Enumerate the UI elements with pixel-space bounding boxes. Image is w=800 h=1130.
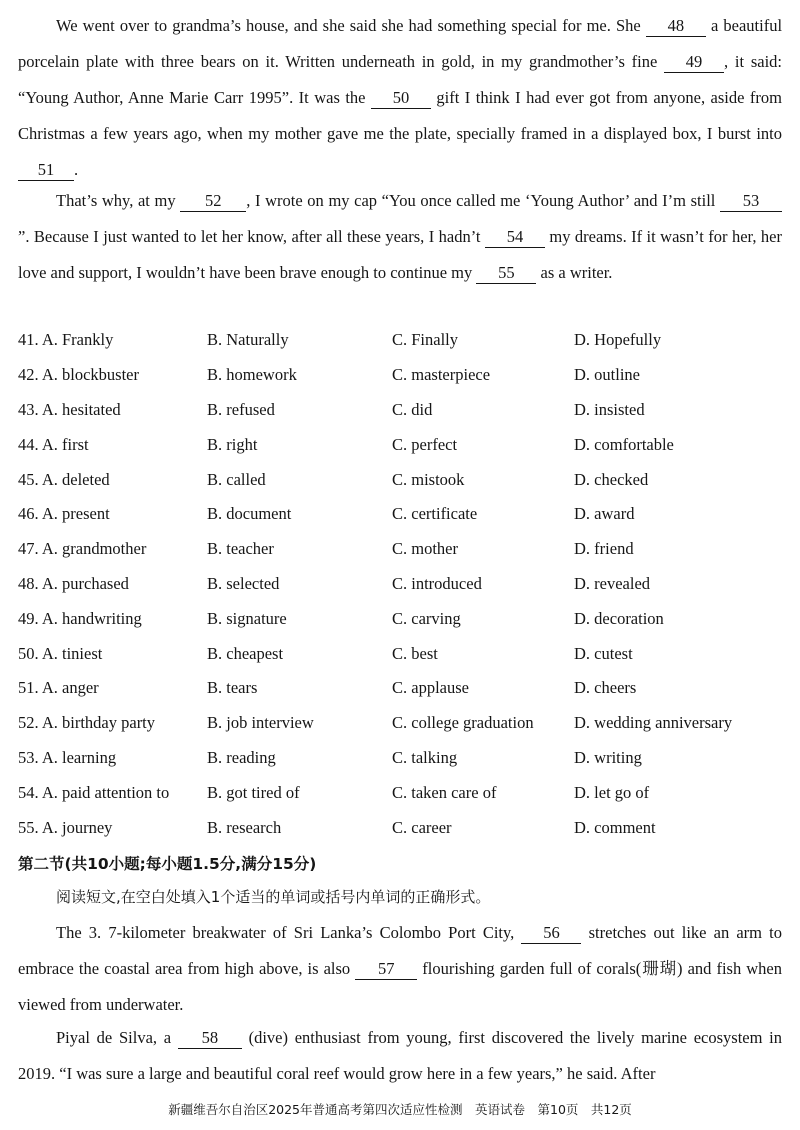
passage2-paragraph-1: [18, 915, 782, 1023]
blank-48: 48: [646, 16, 706, 37]
text-run: gift I think I had ever got from anyone, aside from Christmas a few years ago, when my mother gave me the plate, specially framed in a displayed box, I burst into: [18, 88, 782, 143]
option-c: C. college graduation: [392, 713, 534, 733]
text-run: (dive) enthusiast from young, first discovered the lively marine ecosystem in 2019. “I was sure a large and beautiful coral reef would grow here in a few years,” he said. After: [18, 1028, 783, 1083]
option-c: C. certificate: [392, 504, 478, 524]
option-b: B. reading: [207, 747, 276, 767]
option-b: B. Naturally: [207, 330, 289, 350]
passage2-paragraph-2: [18, 1020, 782, 1092]
option-a: 43. A. hesitated: [18, 399, 121, 419]
option-d: D. comment: [574, 817, 656, 837]
options-table: [18, 323, 782, 845]
option-b: B. teacher: [207, 539, 274, 559]
option-a: 50. A. tiniest: [18, 643, 103, 663]
option-b: B. got tired of: [207, 782, 300, 802]
option-a: 48. A. purchased: [18, 573, 129, 593]
option-a: 41. A. Frankly: [18, 330, 114, 350]
blank-58: 58: [178, 1028, 242, 1049]
text-run: a beautiful porcelain plate with three bears on it. Written underneath in gold, in my grandmother’s fine: [18, 16, 783, 71]
option-row: [18, 358, 782, 393]
option-d: D. insisted: [574, 399, 645, 419]
option-c: C. mistook: [392, 469, 465, 489]
blank-54: 54: [485, 227, 545, 248]
option-b: B. research: [207, 817, 282, 837]
blank-55: 55: [476, 263, 536, 284]
option-row: [18, 532, 782, 567]
option-row: [18, 323, 782, 358]
option-row: [18, 427, 782, 462]
option-c: C. Finally: [392, 330, 459, 350]
option-row: [18, 393, 782, 428]
option-d: D. decoration: [574, 608, 664, 628]
option-c: C. career: [392, 817, 452, 837]
option-d: D. friend: [574, 539, 634, 559]
option-a: 46. A. present: [18, 504, 110, 524]
option-c: C. introduced: [392, 573, 482, 593]
option-a: 51. A. anger: [18, 678, 99, 698]
section-title: 第二节(共10小题;每小题1.5分,满分15分): [18, 855, 317, 873]
option-b: B. job interview: [207, 713, 314, 733]
option-b: B. cheapest: [207, 643, 284, 663]
text-run: my dreams. If it wasn’t for her, her love and support, I wouldn’t have been brave enough to continue my: [18, 227, 783, 282]
option-row: [18, 706, 782, 741]
option-b: B. homework: [207, 365, 297, 385]
option-b: B. called: [207, 469, 266, 489]
option-d: D. cutest: [574, 643, 633, 663]
text-run: Piyal de Silva, a: [56, 1028, 172, 1047]
text-run: , I wrote on my cap “You once called me ‘Young Author’ and I’m still: [246, 191, 716, 210]
option-d: D. outline: [574, 365, 640, 385]
text-run: stretches out like an arm to embrace the coastal area from high above, is also: [18, 923, 783, 978]
blank-50: 50: [371, 88, 431, 109]
option-a: 49. A. handwriting: [18, 608, 142, 628]
option-row: [18, 567, 782, 602]
text-run: .: [74, 160, 79, 179]
option-c: C. applause: [392, 678, 469, 698]
option-d: D. Hopefully: [574, 330, 662, 350]
option-d: D. let go of: [574, 782, 650, 802]
option-d: D. writing: [574, 747, 642, 767]
option-c: C. carving: [392, 608, 461, 628]
option-row: [18, 810, 782, 845]
blank-57: 57: [355, 959, 417, 980]
blank-51: 51: [18, 160, 74, 181]
text-run: We went over to grandma’s house, and she said she had something special for me. She: [56, 16, 641, 35]
blank-53: 53: [720, 191, 782, 212]
option-d: D. comfortable: [574, 434, 674, 454]
option-row: [18, 636, 782, 671]
option-b: B. right: [207, 434, 258, 454]
option-c: C. talking: [392, 747, 458, 767]
text-run: That’s why, at my: [56, 191, 176, 210]
option-row: [18, 775, 782, 810]
option-a: 55. A. journey: [18, 817, 113, 837]
option-a: 45. A. deleted: [18, 469, 110, 489]
text-run: , it said: “Young Author, Anne Marie Carr 1995”. It was the: [18, 52, 782, 107]
page-footer: 新疆维吾尔自治区2025年普通高考第四次适应性检测 英语试卷 第10页 共12页: [168, 1102, 632, 1117]
passage-paragraph-2: [18, 183, 782, 291]
option-b: B. refused: [207, 399, 275, 419]
blank-52: 52: [180, 191, 246, 212]
option-a: 44. A. first: [18, 434, 89, 454]
passage-paragraph-1: [18, 8, 782, 188]
option-b: B. signature: [207, 608, 287, 628]
option-c: C. perfect: [392, 434, 458, 454]
option-d: D. cheers: [574, 678, 637, 698]
option-d: D. award: [574, 504, 635, 524]
option-b: B. selected: [207, 573, 280, 593]
option-d: D. checked: [574, 469, 649, 489]
options-body: [18, 323, 782, 845]
option-c: C. best: [392, 643, 438, 663]
blank-56: 56: [521, 923, 581, 944]
option-d: D. revealed: [574, 573, 651, 593]
option-c: C. masterpiece: [392, 365, 491, 385]
option-b: B. document: [207, 504, 292, 524]
option-a: 47. A. grandmother: [18, 539, 147, 559]
text-run: The 3. 7-kilometer breakwater of Sri Lanka’s Colombo Port City,: [56, 923, 515, 942]
option-a: 53. A. learning: [18, 747, 117, 767]
option-a: 42. A. blockbuster: [18, 365, 139, 385]
option-c: C. mother: [392, 539, 458, 559]
option-c: C. taken care of: [392, 782, 497, 802]
text-run: ”. Because I just wanted to let her know, after all these years, I hadn’t: [18, 227, 481, 246]
option-d: D. wedding anniversary: [574, 713, 733, 733]
blank-49: 49: [664, 52, 724, 73]
option-row: [18, 671, 782, 706]
option-row: [18, 741, 782, 776]
option-b: B. tears: [207, 678, 258, 698]
option-row: [18, 462, 782, 497]
text-run: flourishing garden full of corals(珊瑚) and fish when viewed from underwater.: [18, 959, 782, 1014]
option-row: [18, 601, 782, 636]
text-run: as a writer.: [540, 263, 613, 282]
section-instruction: 阅读短文,在空白处填入1个适当的单词或括号内单词的正确形式。: [56, 888, 491, 906]
option-a: 52. A. birthday party: [18, 713, 156, 733]
option-c: C. did: [392, 399, 433, 419]
option-row: [18, 497, 782, 532]
option-a: 54. A. paid attention to: [18, 782, 170, 802]
